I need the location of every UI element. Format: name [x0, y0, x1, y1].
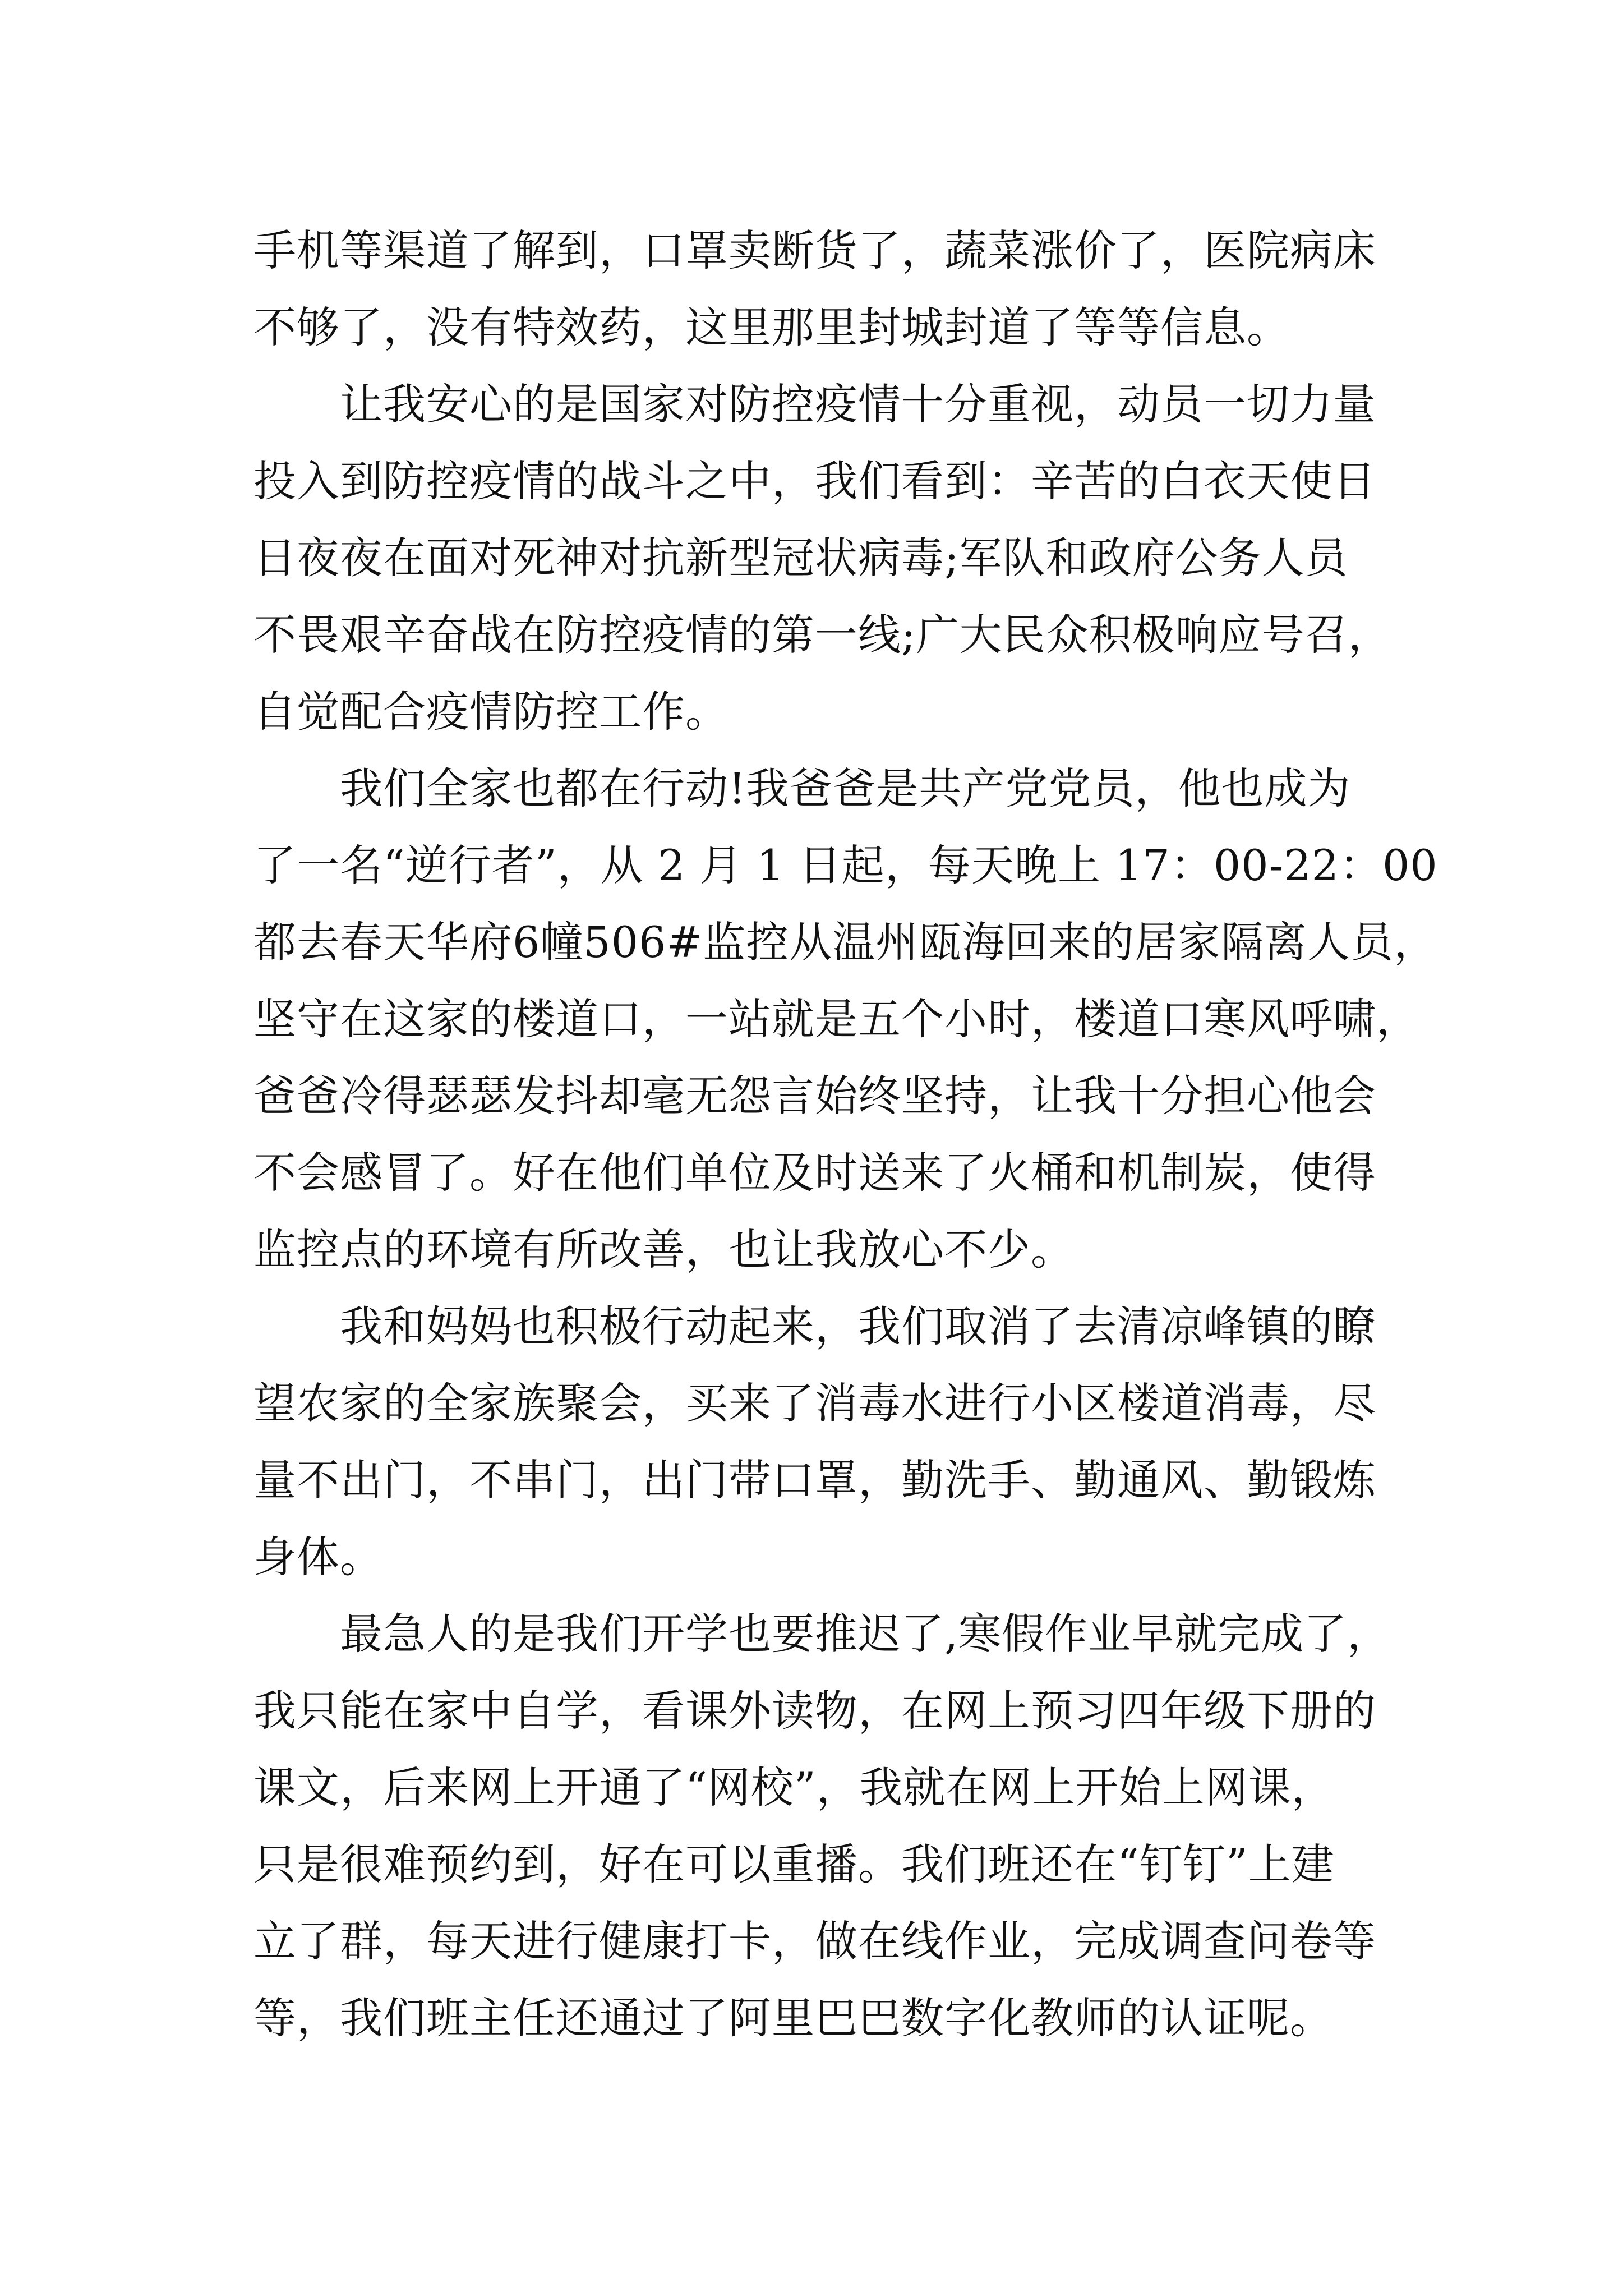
text-line: 自觉配合疫情防控工作。 — [253, 687, 728, 737]
text-line: 量不出门，不串门，出门带口罩，勤洗手、勤通风、勤锻炼 — [253, 1455, 1376, 1505]
text-line: 不畏艰辛奋战在防控疫情的第一线;广大民众积极响应号召， — [253, 610, 1391, 660]
text-line: 了一名“逆行者”，从 2 月 1 日起，每天晚上 17：00-22：00 — [253, 840, 1438, 890]
text-line: 日夜夜在面对死神对抗新型冠状病毒;军队和政府公务人员 — [253, 533, 1348, 583]
text-line: 不够了，没有特效药，这里那里封城封道了等等信息。 — [253, 302, 1290, 352]
text-line: 立了群，每天进行健康打卡，做在线作业，完成调查问卷等 — [253, 1916, 1376, 1966]
text-line: 手机等渠道了解到，口罩卖断货了，蔬菜涨价了，医院病床 — [253, 226, 1376, 275]
text-line: 我和妈妈也积极行动起来，我们取消了去清凉峰镇的瞭 — [253, 1301, 1376, 1351]
text-line: 只是很难预约到，好在可以重播。我们班还在“钉钉”上建 — [253, 1839, 1335, 1889]
text-line: 让我安心的是国家对防控疫情十分重视，动员一切力量 — [253, 379, 1376, 429]
text-line: 课文，后来网上开通了“网校”，我就在网上开始上网课， — [253, 1763, 1335, 1812]
text-line: 都去春天华府6幢506#监控从温州瓯海回来的居家隔离人员， — [253, 917, 1437, 967]
text-line: 我们全家也都在行动!我爸爸是共产党党员，他也成为 — [253, 763, 1351, 813]
text-line: 最急人的是我们开学也要推迟了,寒假作业早就完成了， — [253, 1609, 1391, 1659]
text-line: 爸爸冷得瑟瑟发抖却毫无怨言始终坚持，让我十分担心他会 — [253, 1071, 1376, 1121]
body-text — [253, 212, 1438, 2056]
text-line: 监控点的环境有所改善，也让我放心不少。 — [253, 1225, 1074, 1274]
text-line: 我只能在家中自学，看课外读物，在网上预习四年级下册的 — [253, 1686, 1376, 1736]
text-line: 身体。 — [253, 1532, 383, 1582]
text-line: 等，我们班主任还通过了阿里巴巴数字化教师的认证呢。 — [253, 1993, 1333, 2043]
text-line: 望农家的全家族聚会，买来了消毒水进行小区楼道消毒，尽 — [253, 1378, 1376, 1428]
text-line: 不会感冒了。好在他们单位及时送来了火桶和机制炭，使得 — [253, 1148, 1376, 1198]
text-line: 坚守在这家的楼道口，一站就是五个小时，楼道口寒风呼啸， — [253, 994, 1419, 1044]
text-line: 投入到防控疫情的战斗之中，我们看到：辛苦的白衣天使日 — [253, 456, 1376, 506]
